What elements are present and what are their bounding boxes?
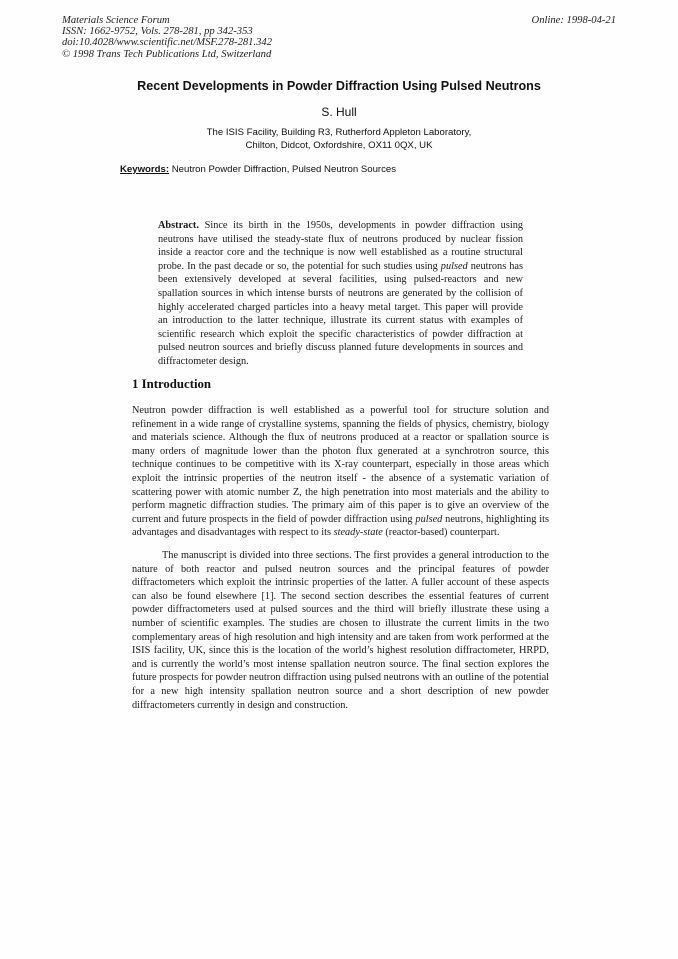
affiliation-line-1: The ISIS Facility, Building R3, Rutherford Appleton Laboratory, [206,127,472,138]
author-name: S. Hull [321,105,357,119]
keywords-text: Neutron Powder Diffraction, Pulsed Neutron Sources [171,164,397,175]
keywords-label: Keywords: [120,164,170,175]
journal-name: Materials Science Forum [62,15,170,26]
intro-p1-emphasis-steady-state: steady-state [333,527,383,539]
section-heading-introduction: 1 Introduction [132,377,212,391]
intro-paragraph-1 [132,404,549,540]
intro-p1-text-c: (reactor-based) counterpart. [385,527,500,539]
intro-p1-text-a: Neutron powder diffraction is well established as a powerful tool for structure solution and refinement in a wide range of crystalline systems, spanning the fields of physics, chemistry, biology and materials science. Although the flux of neutrons produced at a reactor or spallation source is many orders of magnitude lower than the photon flux generated at a synchrotron source, this technique continues to be competitive with its X-ray counterpart, especially in those areas which exploit the intrinsic properties of the neutron itself - the absence of a systematic variation of scattering power with atomic number Z, the high penetration into most materials and the ability to perform magnetic diffraction studies. The primary aim of this paper is to give an overview of the current and future prospects in the field of powder diffraction using [132,405,549,525]
issn-line: ISSN: 1662-9752, Vols. 278-281, pp 342-353 [62,26,253,38]
abstract-emphasis-pulsed: pulsed [440,260,468,272]
affiliation-line-2: Chilton, Didcot, Oxfordshire, OX11 0QX, UK [245,139,433,151]
intro-p1-emphasis-pulsed: pulsed [415,513,443,525]
keywords [120,164,396,175]
copyright-line: © 1998 Trans Tech Publications Ltd, Switzerland [62,48,272,60]
affiliation [0,127,678,152]
abstract-text-1: Since its birth in the 1950s, developments in powder diffraction using neutrons have utilised the steady-state flux of neutrons produced by nuclear fission inside a reactor core and the technique is now well established as a routine structural probe. In the past decade or so, the potential for such studies using [158,220,523,272]
intro-p1-text-b: neutrons, highlighting its advantages and disadvantages with respect to its [132,513,549,539]
abstract [158,219,523,369]
online-date: Online: 1998-04-21 [531,15,616,26]
journal-header [62,15,272,60]
abstract-label: Abstract. [158,220,199,231]
paper-title: Recent Developments in Powder Diffraction Using Pulsed Neutrons [137,79,541,93]
abstract-text-2: neutrons has been extensively developed at several facilities, using pulsed-reactors and new spallation sources in which intense bursts of neutrons are generated by the collision of highly accelerated charged particles into a heavy metal target. This paper will provide an introduction to the latter technique, illustrate its current status with examples of scientific research which exploit the specific characteristics of powder diffraction at pulsed neutron sources and briefly discuss planned future developments in sources and diffractometer design. [158,260,523,367]
doi-line: doi:10.4028/www.scientific.net/MSF.278-281.342 [62,37,272,49]
intro-paragraph-2: The manuscript is divided into three sections. The first provides a general introduction to the nature of both reactor and pulsed neutron sources and the principal features of powder diffractometers which exploit the intrinsic properties of the latter. A fuller account of these aspects can also be found elsewhere [1]. The second section describes the essential features of current powder diffractometers used at pulsed sources and the third will briefly illustrate these using a number of scientific examples. The studies are chosen to illustrate the current limits in the two complementary areas of high resolution and high intensity and are taken from work performed at the ISIS facility, UK, since this is the location of the world’s highest resolution diffractometer, HRPD, and is currently the world’s most intense spallation neutron source. The final section explores the future prospects for powder neutron diffraction using pulsed neutrons with an outline of the potential for a new high intensity spallation neutron source and a short description of new powder diffractometers currently in design and construction. [132,550,549,711]
